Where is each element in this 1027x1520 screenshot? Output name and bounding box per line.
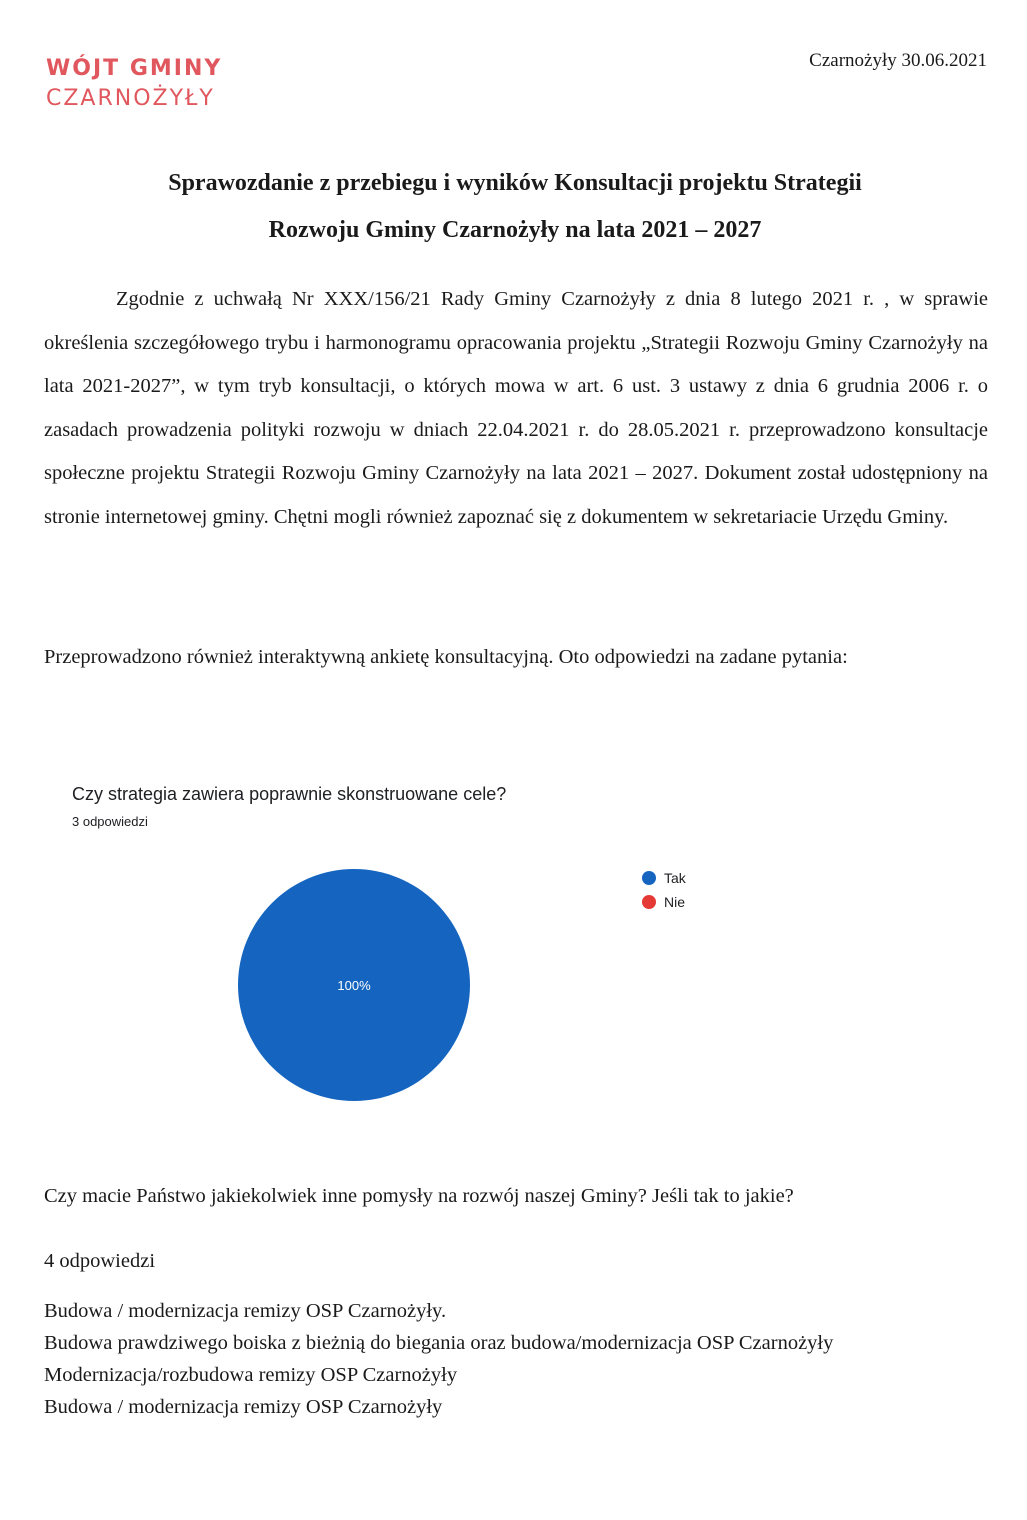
pie-slice-label: 100% <box>337 978 371 993</box>
answer-item: Budowa / modernizacja remizy OSP Czarnożyły. <box>44 1300 447 1322</box>
legend-item-nie <box>642 890 686 914</box>
legend-dot-icon <box>642 895 656 909</box>
legend-label: Nie <box>664 894 686 910</box>
chart-title: Czy strategia zawiera poprawnie skonstruowane cele? <box>72 784 507 804</box>
legend-dot-icon <box>642 871 656 885</box>
pie-chart <box>72 776 972 1136</box>
logo-line1: WÓJT GMINY <box>46 56 223 81</box>
logo-line2: CZARNOŻYŁY <box>46 86 215 111</box>
title-line2: Rozwoju Gminy Czarnożyły na lata 2021 – 2027 <box>268 217 762 243</box>
legend-label: Tak <box>664 870 686 886</box>
intro-paragraph: Zgodnie z uchwałą Nr XXX/156/21 Rady Gminy Czarnożyły z dnia 8 lutego 2021 r. , w sprawie określenia szczegółowego trybu i harmonogramu opracowania projektu „Strategii Rozwoju Gminy Czarnożyły na lata 2021-2027”, w tym tryb konsultacji, o których mowa w art. 6 ust. 3 ustawy z dnia 6 grudnia 2006 r. o zasadach prowadzenia polityki rozwoju w dniach 22.04.2021 r. do 28.05.2021 r. przeprowadzono konsultacje społeczne projektu Strategii Rozwoju Gminy Czarnożyły na lata 2021 – 2027. Dokument został udostępniony na stronie internetowej gminy. Chętni mogli również zapoznać się z dokumentem w sekretariacie Urzędu Gminy. <box>44 288 988 528</box>
title-line1: Sprawozdanie z przebiegu i wyników Konsultacji projektu Strategii <box>168 170 862 196</box>
chart-legend <box>642 866 686 914</box>
logo <box>46 54 222 114</box>
pie-svg <box>72 776 972 1136</box>
answers-list <box>44 1295 964 1423</box>
answer-item: Modernizacja/rozbudowa remizy OSP Czarnożyły <box>44 1364 458 1386</box>
legend-item-tak <box>642 866 686 890</box>
chart-response-count: 3 odpowiedzi <box>72 814 148 829</box>
document-title <box>40 160 990 254</box>
question2-text: Czy macie Państwo jakiekolwiek inne pomysły na rozwój naszej Gminy? Jeśli tak to jakie? <box>44 1185 794 1207</box>
answer-item: Budowa prawdziwego boiska z bieżnią do biegania oraz budowa/modernizacja OSP Czarnożyły <box>44 1332 834 1354</box>
question2-count: 4 odpowiedzi <box>44 1250 156 1272</box>
place-date: Czarnożyły 30.06.2021 <box>809 50 987 71</box>
survey-paragraph: Przeprowadzono również interaktywną ankietę konsultacyjną. Oto odpowiedzi na zadane pytania: <box>44 646 848 668</box>
answer-item: Budowa / modernizacja remizy OSP Czarnożyły <box>44 1396 443 1418</box>
